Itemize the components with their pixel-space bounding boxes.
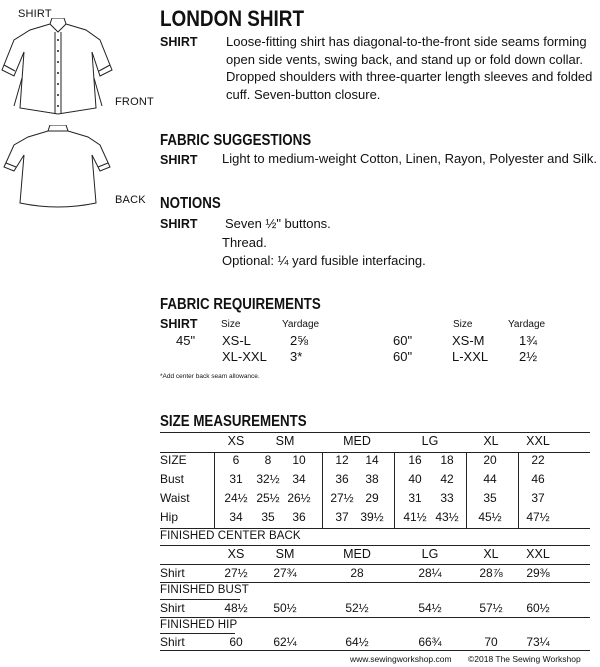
fabric-req-yardage: 3* (290, 349, 303, 364)
measurement-value: 34 (292, 472, 306, 486)
fabric-req-yardage: 2⅝ (290, 333, 309, 348)
notions-line-2: Thread. (222, 235, 267, 250)
measurement-value: 35 (261, 510, 275, 524)
fabric-requirements-heading: FABRIC REQUIREMENTS (160, 296, 321, 313)
fabric-req-width: 45" (176, 333, 196, 348)
size-group-header: SM (275, 434, 295, 448)
measurement-value: 33 (440, 491, 454, 505)
finished-center-back-heading: FINISHED CENTER BACK (160, 530, 301, 542)
divider (160, 528, 590, 529)
divider (160, 432, 590, 433)
measurement-value: 34 (229, 510, 243, 524)
divider (394, 452, 395, 528)
footer-website: www.sewingworkshop.com (350, 654, 452, 664)
finished-center-back-value: 27½ (224, 566, 248, 580)
measurement-row-label: Hip (160, 510, 179, 524)
size-group-header: LG (421, 434, 439, 448)
measurement-value: 35 (483, 491, 497, 505)
finished-hip-value: 70 (484, 635, 498, 649)
finished-bust-value: 52½ (345, 601, 369, 615)
size-group-header: XXL (526, 434, 550, 448)
finished-hip-value: 64½ (345, 635, 369, 649)
measurement-value: 40 (408, 472, 422, 486)
measurement-value: 32½ (256, 472, 280, 486)
finished-bust-value: 50½ (273, 601, 297, 615)
measurement-row-label: SIZE (160, 453, 187, 467)
divider (160, 617, 590, 618)
measurement-value: 24½ (224, 491, 248, 505)
finished-hip-value: 62¼ (273, 635, 297, 649)
shirt-front-sketch (0, 18, 115, 118)
measurement-value: 6 (232, 453, 240, 467)
finished-center-back-value: 29⅜ (526, 566, 550, 580)
size-group-header: SM (275, 547, 295, 561)
size-group-header: XL (483, 547, 499, 561)
divider (214, 452, 215, 528)
measurement-value: 36 (335, 472, 349, 486)
size-group-header: XS (227, 434, 245, 448)
finished-center-back-value: 28¼ (418, 566, 442, 580)
measurement-value: 37 (335, 510, 349, 524)
sketch-back-label: BACK (115, 194, 146, 206)
measurement-value: 43½ (435, 510, 459, 524)
shirt-back-sketch (0, 125, 115, 210)
measurement-value: 16 (408, 453, 422, 467)
finished-bust-row-label: Shirt (160, 601, 185, 615)
notions-line-1: Seven ½" buttons. (225, 216, 331, 231)
fabric-suggestions-text: Light to medium-weight Cotton, Linen, Rayon, Polyester and Silk. (222, 151, 598, 166)
fabric-requirements-label: SHIRT (160, 317, 198, 331)
fabric-req-size: XS-L (222, 333, 251, 348)
measurement-value: 38 (365, 472, 379, 486)
notions-line-3: Optional: ¼ yard fusible interfacing. (222, 253, 426, 268)
measurement-value: 45½ (478, 510, 502, 524)
measurement-value: 26½ (287, 491, 311, 505)
finished-bust-heading: FINISHED BUST (160, 584, 249, 596)
fabric-req-size: XL-XXL (222, 349, 267, 364)
measurement-value: 20 (483, 453, 497, 467)
fabric-req-yardage-header-left: Yardage (282, 319, 320, 330)
fabric-req-size-header-right: Size (453, 319, 473, 330)
finished-center-back-value: 28 (350, 566, 364, 580)
divider (160, 650, 590, 651)
measurement-value: 31 (229, 472, 243, 486)
fabric-suggestions-label: SHIRT (160, 153, 198, 167)
measurement-value: 22 (531, 453, 545, 467)
sketch-front-label: FRONT (115, 96, 154, 108)
measurement-value: 47½ (526, 510, 550, 524)
size-group-header: LG (421, 547, 439, 561)
divider (160, 545, 590, 546)
measurement-value: 36 (292, 510, 306, 524)
description-text: Loose-fitting shirt has diagonal-to-the-front side seams forming open side vents, swing back, and stand up or fold down collar. Dropped shoulders with three-quarter length sleeves and folded cuff. Seven-button closure. (226, 34, 593, 102)
measurement-value: 39½ (360, 510, 384, 524)
footer-copyright: ©2018 The Sewing Workshop (468, 654, 581, 664)
size-group-header: XXL (526, 547, 550, 561)
size-group-header: XL (483, 434, 499, 448)
measurement-value: 29 (365, 491, 379, 505)
measurement-value: 10 (292, 453, 306, 467)
measurement-value: 18 (440, 453, 454, 467)
measurement-value: 25½ (256, 491, 280, 505)
divider (160, 564, 590, 565)
measurement-value: 27½ (330, 491, 354, 505)
finished-center-back-value: 27¾ (273, 566, 297, 580)
page-title: LONDON SHIRT (160, 6, 305, 31)
fabric-req-yardage: 2½ (519, 349, 538, 364)
fabric-req-width: 60" (393, 333, 413, 348)
description-label: SHIRT (160, 35, 198, 49)
finished-hip-row-label: Shirt (160, 635, 185, 649)
sketch-shirt-label: SHIRT (18, 8, 52, 20)
divider (518, 452, 519, 528)
fabric-req-note: *Add center back seam allowance. (160, 373, 260, 380)
measurement-value: 8 (264, 453, 272, 467)
divider (160, 633, 235, 634)
measurement-row-label: Waist (160, 491, 190, 505)
finished-hip-heading: FINISHED HIP (160, 619, 238, 631)
measurement-value: 31 (408, 491, 422, 505)
size-group-header: MED (343, 434, 371, 448)
fabric-req-yardage: 1¾ (519, 333, 538, 348)
fabric-suggestions-heading: FABRIC SUGGESTIONS (160, 132, 312, 149)
finished-hip-value: 66¾ (418, 635, 442, 649)
divider (160, 582, 590, 583)
fabric-req-size: XS-M (452, 333, 485, 348)
finished-hip-value: 60 (229, 635, 243, 649)
fabric-req-size: L-XXL (452, 349, 489, 364)
finished-bust-value: 57½ (479, 601, 503, 615)
measurement-row-label: Bust (160, 472, 185, 486)
size-group-header: MED (343, 547, 371, 561)
notions-heading: NOTIONS (160, 195, 221, 212)
fabric-req-yardage-header-right: Yardage (508, 319, 546, 330)
measurement-value: 14 (365, 453, 379, 467)
finished-bust-value: 60½ (526, 601, 550, 615)
measurement-value: 42 (440, 472, 454, 486)
notions-label: SHIRT (160, 217, 198, 231)
divider (160, 599, 240, 600)
measurement-value: 44 (483, 472, 497, 486)
finished-hip-value: 73¼ (526, 635, 550, 649)
finished-center-back-row-label: Shirt (160, 566, 185, 580)
measurement-value: 46 (531, 472, 545, 486)
size-measurements-heading: SIZE MEASUREMENTS (160, 413, 307, 430)
divider (322, 452, 323, 528)
measurement-value: 41½ (403, 510, 427, 524)
fabric-req-size-header-left: Size (221, 319, 241, 330)
measurement-value: 37 (531, 491, 545, 505)
finished-bust-value: 48½ (224, 601, 248, 615)
fabric-req-width: 60" (393, 349, 413, 364)
finished-bust-value: 54½ (418, 601, 442, 615)
divider (466, 452, 467, 528)
measurement-value: 12 (335, 453, 349, 467)
finished-center-back-value: 28⅞ (479, 566, 503, 580)
size-group-header: XS (227, 547, 245, 561)
